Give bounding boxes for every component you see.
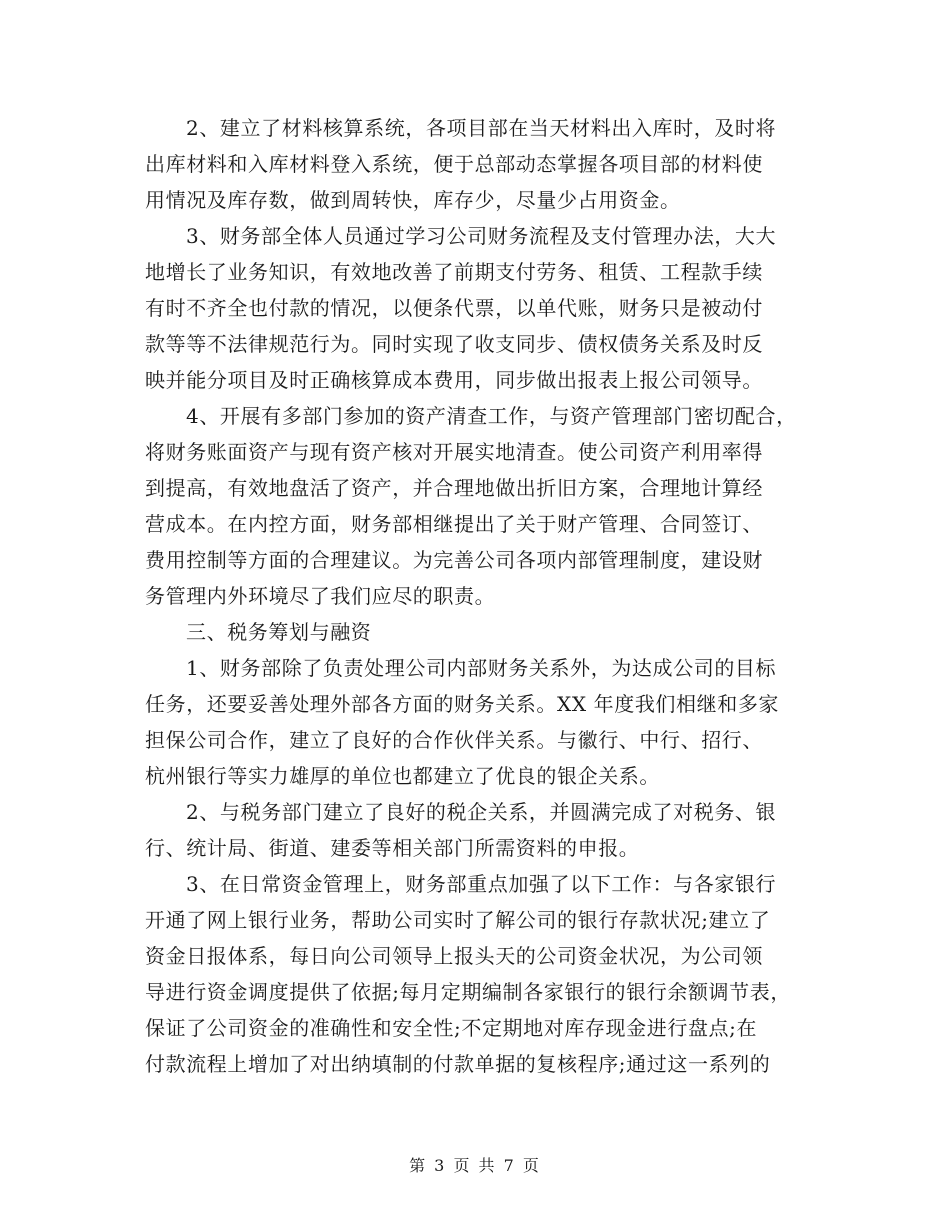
text-line: 资金日报体系，每日向公司领导上报头天的公司资金状况，为公司领: [145, 944, 763, 968]
text-line: 3、在日常资金管理上，财务部重点加强了以下工作：与各家银行: [186, 872, 777, 896]
text-line: 导进行资金调度提供了依据;每月定期编制各家银行的银行余额调节表，: [145, 980, 791, 1004]
text-line: 地增长了业务知识，有效地改善了前期支付劳务、租赁、工程款手续: [145, 260, 763, 284]
text-line: 用情况及库存数，做到周转快，库存少，尽量少占用资金。: [145, 188, 681, 212]
page-number-footer: 第 3 页 共 7 页: [409, 1156, 541, 1175]
text-line: 2、建立了材料核算系统，各项目部在当天材料出入库时，及时将: [186, 116, 777, 140]
document-body: [145, 110, 825, 1082]
text-line: 款等等不法律规范行为。同时实现了收支同步、债权债务关系及时反: [145, 332, 763, 356]
text-line: 4、开展有多部门参加的资产清查工作，与资产管理部门密切配合，: [186, 404, 797, 428]
section-heading: 三、税务筹划与融资: [186, 620, 372, 644]
text-line: 映并能分项目及时正确核算成本费用，同步做出报表上报公司领导。: [145, 368, 763, 392]
text-line: 出库材料和入库材料登入系统，便于总部动态掌握各项目部的材料使: [145, 152, 763, 176]
text-line: 付款流程上增加了对出纳填制的付款单据的复核程序;通过这一系列的: [145, 1052, 771, 1076]
text-line: 担保公司合作，建立了良好的合作伙伴关系。与徽行、中行、招行、: [145, 728, 763, 752]
text-line: 到提高，有效地盘活了资产，并合理地做出折旧方案，合理地计算经: [145, 476, 763, 500]
text-line: 2、与税务部门建立了良好的税企关系，并圆满完成了对税务、银: [186, 800, 777, 824]
text-line: 开通了网上银行业务，帮助公司实时了解公司的银行存款状况;建立了: [145, 908, 771, 932]
text-line: 保证了公司资金的准确性和安全性;不定期地对库存现金进行盘点;在: [145, 1016, 758, 1040]
text-line: 务管理内外环境尽了我们应尽的职责。: [145, 584, 496, 608]
text-line: 任务，还要妥善处理外部各方面的财务关系。XX 年度我们相继和多家: [145, 692, 780, 716]
text-line: 有时不齐全也付款的情况，以便条代票，以单代账，财务只是被动付: [145, 296, 763, 320]
text-line: 营成本。在内控方面，财务部相继提出了关于财产管理、合同签订、: [145, 512, 763, 536]
text-line: 1、财务部除了负责处理公司内部财务关系外，为达成公司的目标: [186, 656, 777, 680]
text-line: 行、统计局、街道、建委等相关部门所需资料的申报。: [145, 836, 640, 860]
text-line: 3、财务部全体人员通过学习公司财务流程及支付管理办法，大大: [186, 224, 777, 248]
text-line: 将财务账面资产与现有资产核对开展实地清查。使公司资产利用率得: [145, 440, 763, 464]
text-line: 杭州银行等实力雄厚的单位也都建立了优良的银企关系。: [145, 764, 660, 788]
text-line: 费用控制等方面的合理建议。为完善公司各项内部管理制度，建设财: [145, 548, 763, 572]
